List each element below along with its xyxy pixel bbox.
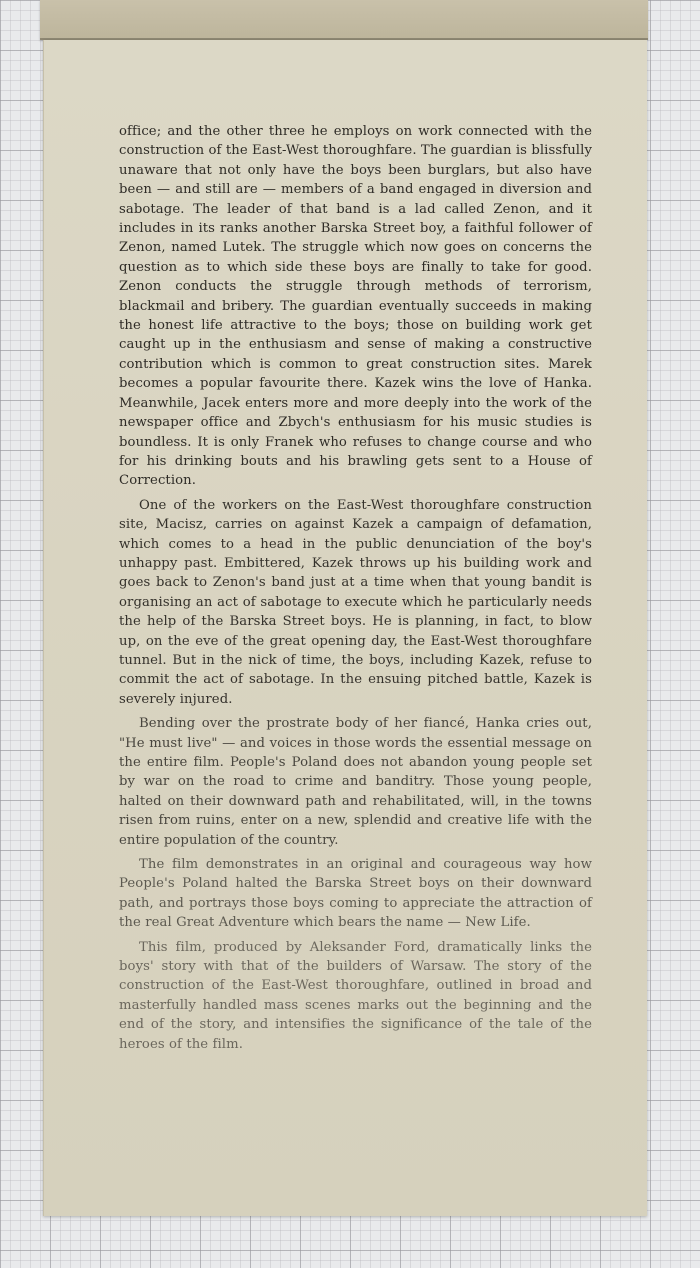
document-page bbox=[43, 40, 647, 1216]
paragraph-1: office; and the other three he employs on work connected with the construction of the East-West thoroughfare. The guardian is blissfully unaware that not only have the boys been burglars, but also have been — and still are — members of a band engaged in diversion and sabotage. The leader of that band is a lad called Zenon, and it includes in its ranks another Barska Street boy, a faithful follower of Zenon, named Lutek. The struggle which now goes on concerns the question as to which side these boys are finally to take for good. Zenon conducts the struggle through methods of terrorism, blackmail and bribery. The guardian eventually succeeds in making the honest life attractive to the boys; those on building work get caught up in the enthusiasm and sense of making a constructive contribution which is common to great construction sites. Marek becomes a popular favourite there. Kazek wins the love of Hanka. Meanwhile, Jacek enters more and more deeply into the work of the newspaper office and Zbych's enthusiasm for his music studies is boundless. It is only Franek who refuses to change course and who for his drinking bouts and his brawling gets sent to a House of Correction. bbox=[119, 124, 592, 489]
paragraph-2: One of the workers on the East-West thoroughfare construction site, Macisz, carries on against Kazek a campaign of defamation, which comes to a head in the public denunciation of the boy's unhappy past. Embittered, Kazek throws up his building work and goes back to Zenon's band just at a time when that young bandit is organising an act of sabotage to execute which he particularly needs the help of the Barska Street boys. He is planning, in fact, to blow up, on the eve of the great opening day, the East-West thoroughfare tunnel. But in the nick of time, the boys, including Kazek, refuse to commit the act of sabotage. In the ensuing pitched battle, Kazek is severely injured. bbox=[119, 497, 592, 707]
body-text bbox=[119, 122, 592, 1059]
paragraph-4: The film demonstrates in an original and courageous way how People's Poland halted the Barska Street boys on their downward path, and portrays those boys coming to appreciate the attraction of the real Great Adventure which bears the name — New Life. bbox=[119, 857, 592, 931]
paragraph-3: Bending over the prostrate body of her fiancé, Hanka cries out, "He must live" — and voices in those words the essential message on the entire film. People's Poland does not abandon young people set by war on the road to crime and banditry. Those young people, halted on their downward path and rehabilitated, will, in the towns risen from ruins, enter on a new, splendid and creative life with the entire population of the country. bbox=[119, 716, 592, 848]
back-sheet bbox=[40, 0, 648, 40]
paragraph-5: This film, produced by Aleksander Ford, dramatically links the boys' story with that of the builders of Warsaw. The story of the construction of the East-West thoroughfare, outlined in broad and masterfully handled mass scenes marks out the beginning and the end of the story, and intensifies the significance of the tale of the heroes of the film. bbox=[119, 939, 592, 1052]
